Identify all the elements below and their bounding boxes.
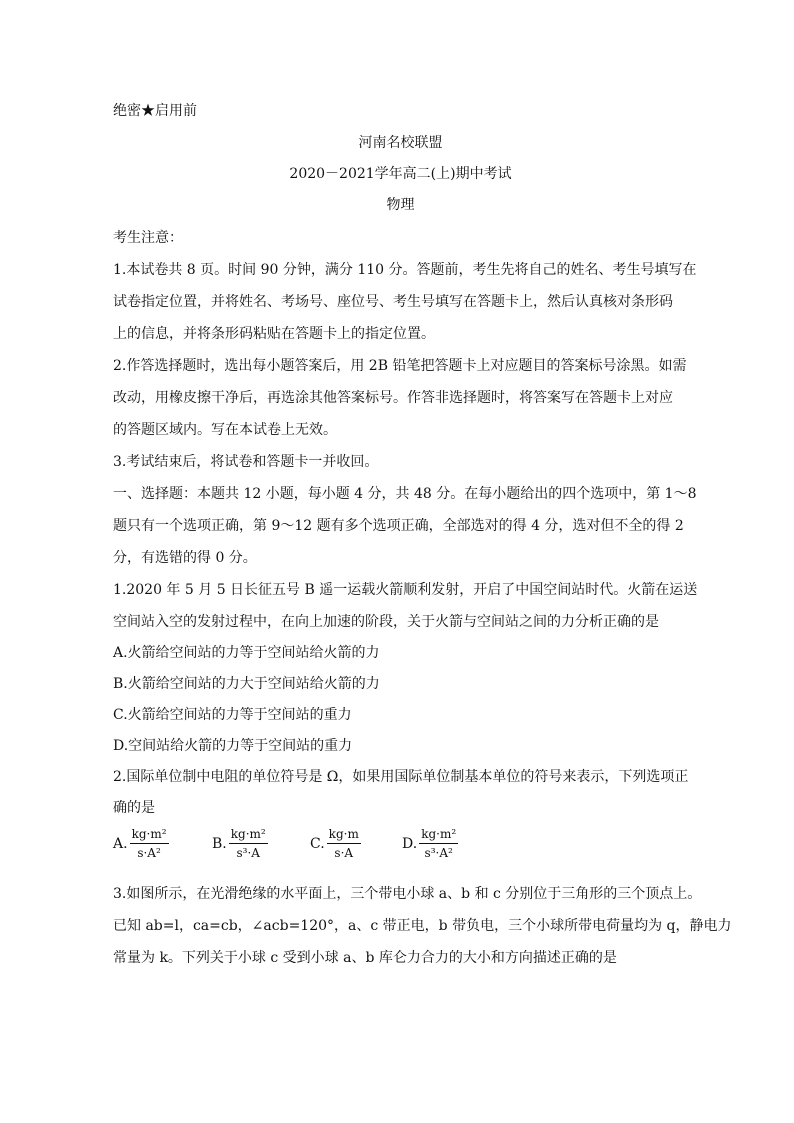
notes-line: 的答题区域内。写在本试卷上无效。 (113, 422, 337, 438)
q3-stem: 已知 ab=l，ca=cb，∠acb=120°，a、c 带正电，b 带负电，三个小球所带电荷量均为 q，静电力 (113, 918, 732, 934)
q1-stem: 1.2020 年 5 月 5 日长征五号 B 遥一运载火箭顺利发射，开启了中国空间站时代。火箭在运送 (113, 582, 698, 598)
q1-stem: 空间站入空的发射过程中，在向上加速的阶段，关于火箭与空间站之间的力分析正确的是 (113, 614, 659, 630)
section-heading: 题只有一个选项正确，第 9～12 题有多个选项正确，全部选对的得 4 分，选对但不全的得 2 (113, 518, 684, 534)
fraction-numerator: kg·m² (229, 826, 268, 844)
notes-line: 1.本试卷共 8 页。时间 90 分钟，满分 110 分。答题前，考生先将自己的姓名、考生号填写在 (113, 262, 697, 278)
notes-line: 改动，用橡皮擦干净后，再选涂其他答案标号。作答非选择题时，将答案写在答题卡上对应 (113, 390, 673, 406)
q1-option-a: A.火箭给空间站的力等于空间站给火箭的力 (113, 645, 380, 661)
fraction-numerator: kg·m² (419, 826, 458, 844)
notes-line: 3.考试结束后，将试卷和答题卡一并收回。 (113, 454, 379, 470)
q2-stem: 2.国际单位制中电阻的单位符号是 Ω，如果用国际单位制基本单位的符号来表示，下列选项正 (113, 769, 689, 785)
fraction-numerator: kg·m² (130, 826, 169, 844)
q2-option-label: D. (402, 835, 418, 852)
q2-option-label: B. (212, 835, 227, 852)
q1-option-c: C.火箭给空间站的力等于空间站的重力 (113, 707, 352, 723)
secret-label: 绝密★启用前 (113, 103, 197, 119)
q1-option-b: B.火箭给空间站的力大于空间站给火箭的力 (113, 676, 380, 692)
q3-stem: 3.如图所示，在光滑绝缘的水平面上，三个带电小球 a、b 和 c 分别位于三角形的三个顶点上。 (113, 886, 702, 902)
fraction-numerator: kg·m (327, 826, 361, 844)
notes-line: 上的信息，并将条形码粘贴在答题卡上的指定位置。 (113, 326, 435, 342)
exam-title: 2020－2021学年高二(上)期中考试 (289, 166, 512, 182)
fraction-denominator: s·A (334, 846, 354, 860)
q3-stem: 常量为 k。下列关于小球 c 受到小球 a、b 库仑力合力的大小和方向描述正确的是 (113, 950, 617, 966)
org-title: 河南名校联盟 (358, 135, 443, 151)
subject-title: 物理 (386, 197, 415, 213)
q2-option-label: A. (113, 835, 128, 852)
fraction-denominator: s·A² (137, 846, 161, 860)
notes-line: 2.作答选择题时，选出每小题答案后，用 2B 铅笔把答题卡上对应题目的答案标号涂黑。如需 (113, 358, 687, 374)
notes-title: 考生注意： (113, 230, 183, 246)
q2-option-b (212, 826, 268, 861)
fraction-denominator: s³·A (236, 846, 260, 860)
section-heading: 分，有选错的得 0 分。 (113, 550, 257, 566)
q2-option-c (310, 826, 361, 861)
q2-option-label: C. (310, 835, 325, 852)
q2-stem: 确的是 (113, 800, 155, 816)
notes-line: 试卷指定位置，并将姓名、考场号、座位号、考生号填写在答题卡上，然后认真核对条形码 (113, 294, 673, 310)
q2-option-d (402, 826, 458, 861)
fraction-denominator: s³·A² (424, 846, 453, 860)
section-heading: 一、选择题：本题共 12 小题，每小题 4 分，共 48 分。在每小题给出的四个选项中，第 1～8 (113, 486, 697, 502)
q2-option-a (113, 826, 169, 861)
q1-option-d: D.空间站给火箭的力等于空间站的重力 (113, 738, 353, 754)
